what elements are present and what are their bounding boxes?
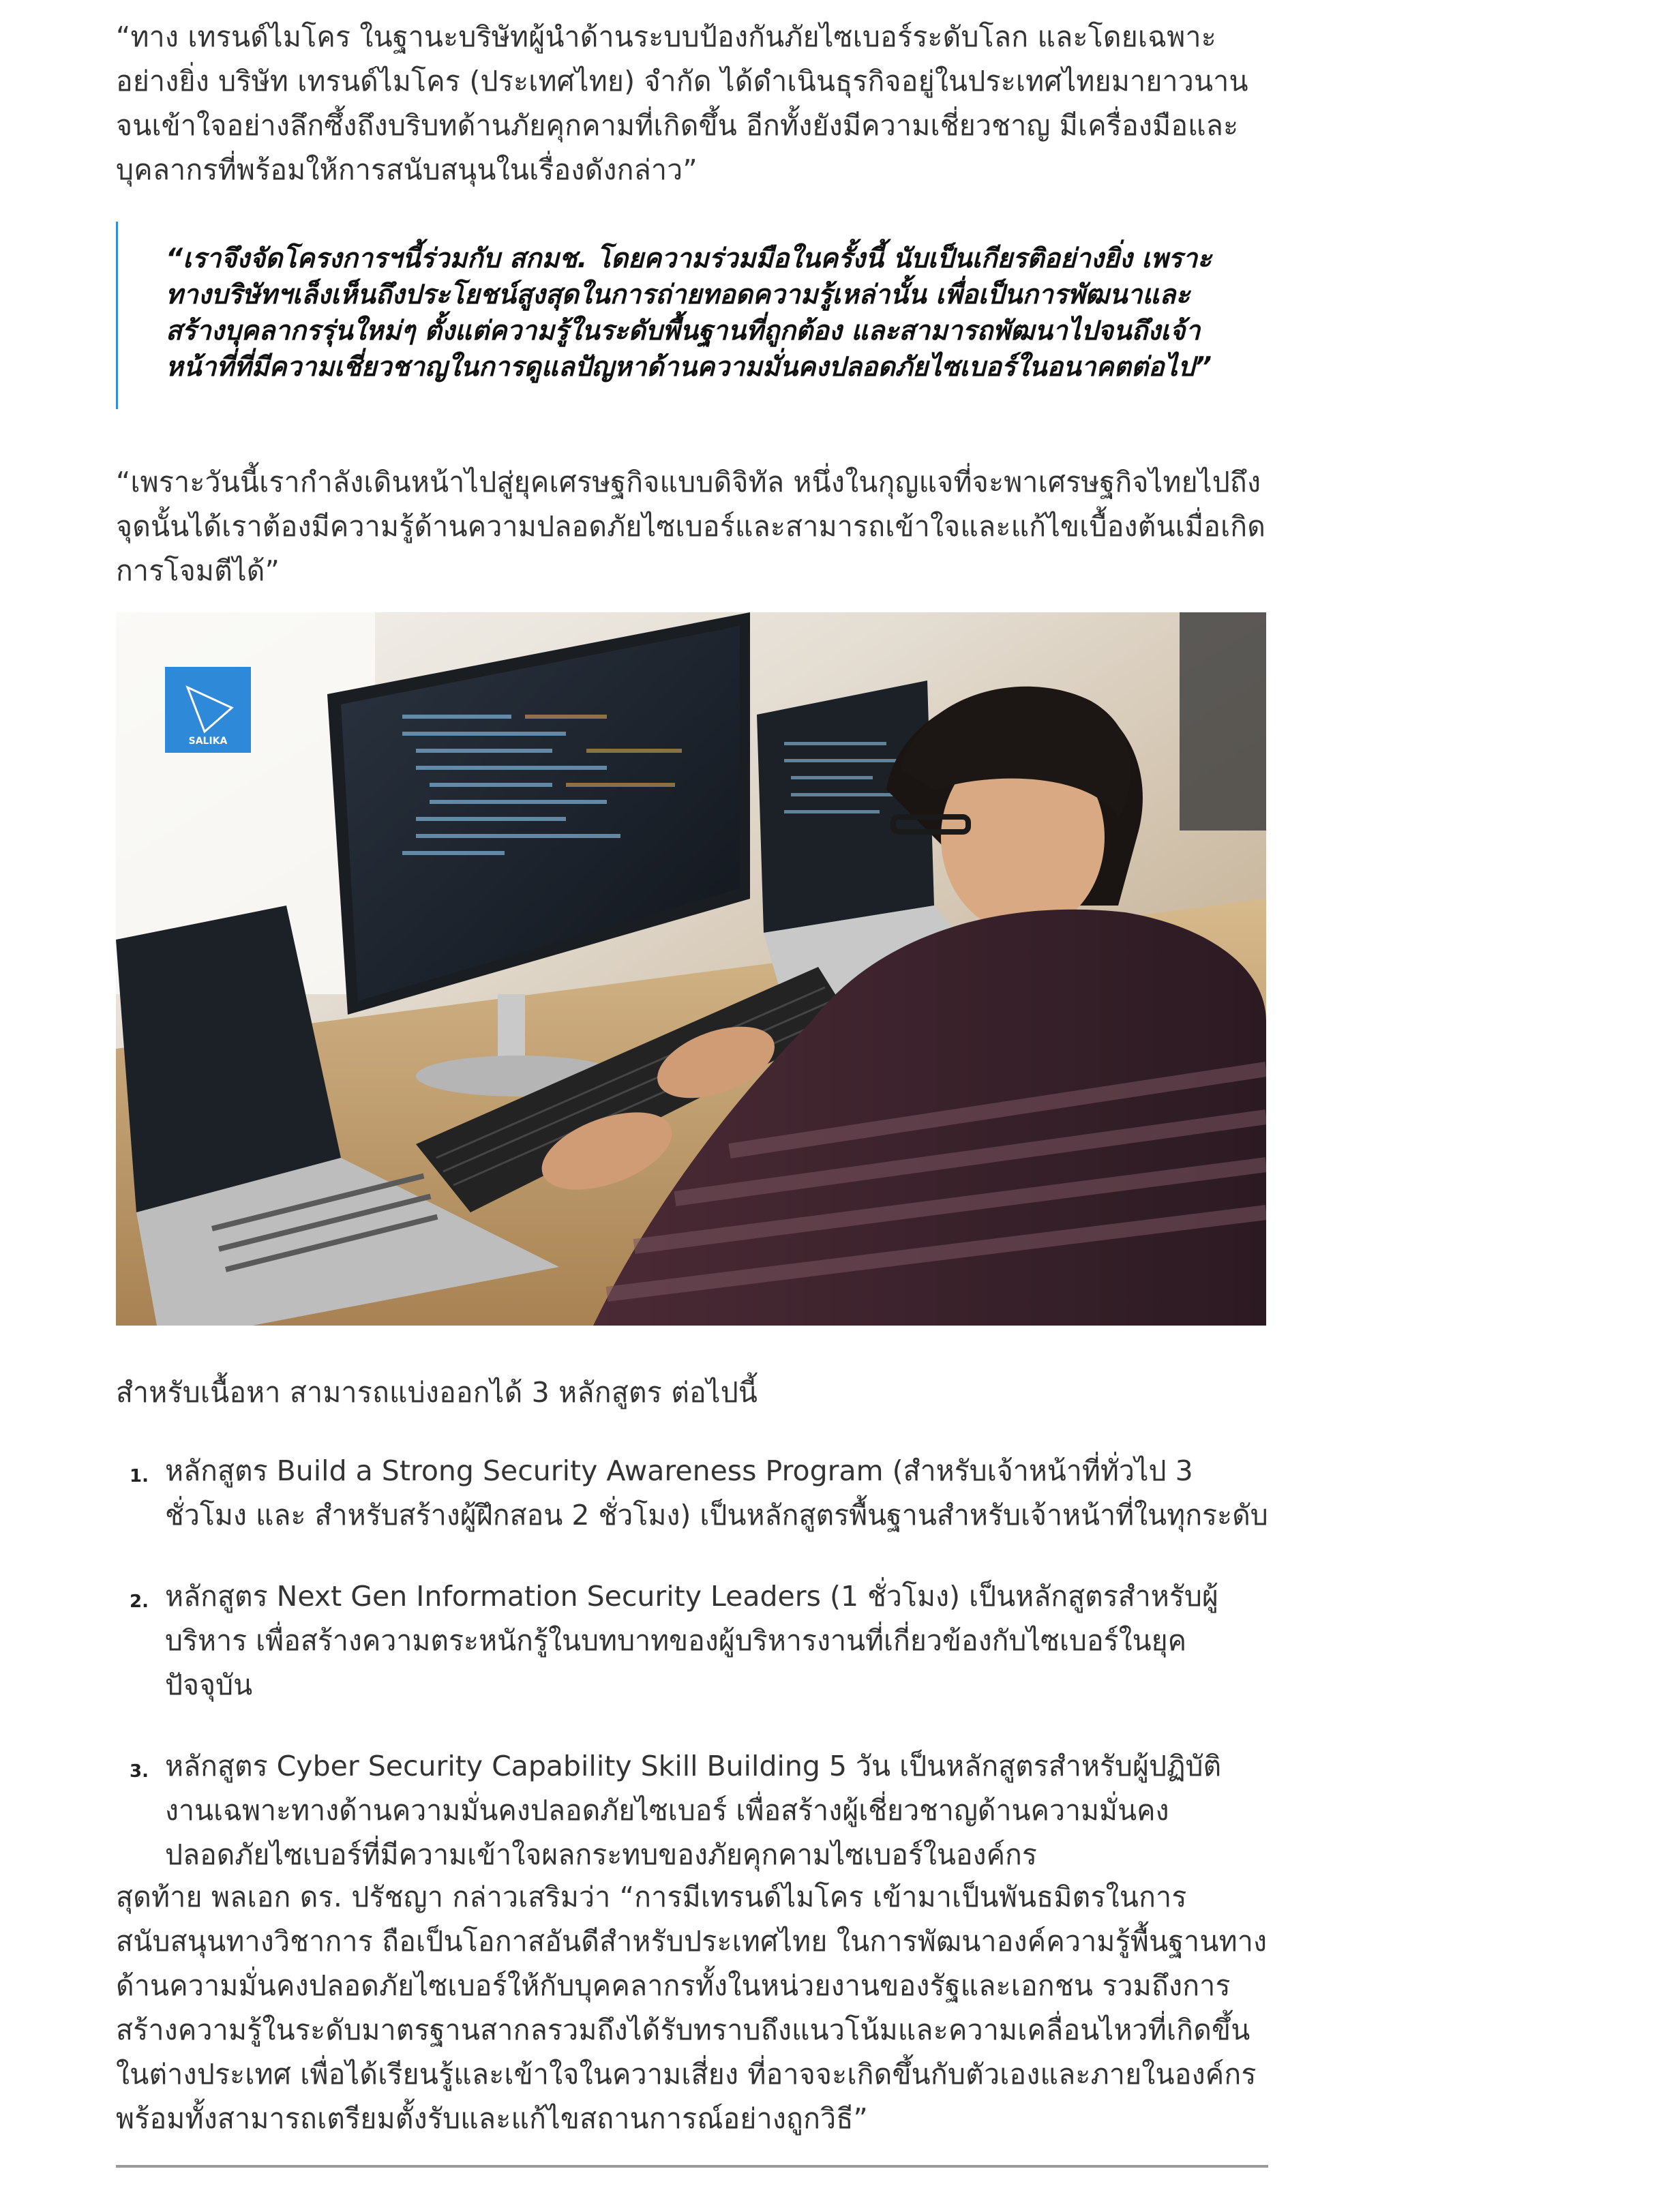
course-description: หลักสูตร Next Gen Information Security Leaders (1 ชั่วโมง) เป็นหลักสูตรสำหรับผู้บริหาร เพื่อสร้างความตระหนักรู้ในบทบาทของผู้บริหารงานที่เกี่ยวข้องกับไซเบอร์ในยุคปัจจุบัน: [165, 1580, 1218, 1701]
pull-quote-text: “เราจึงจัดโครงการฯนี้ร่วมกับ สกมช. โดยความร่วมมือในครั้งนี้ นับเป็นเกียรติอย่างยิ่ง เพราะทางบริษัทฯเล็งเห็นถึงประโยชน์สูงสุดในการถ่ายทอดความรู้เหล่านั้น เพื่อเป็นการพัฒนาและสร้างบุคลากรรุ่นใหม่ๆ ตั้งแต่ความรู้ในระดับพื้นฐานที่ถูกต้อง และสามารถพัฒนาไปจนถึงเจ้าหน้าที่ที่มีความเชี่ยวชาญในการดูแลปัญหาด้านความมั่นคงปลอดภัยไซเบอร์ในอนาคตต่อไป”: [166, 243, 1212, 383]
developer-photo-illustration: [116, 612, 1266, 1326]
paragraph-course-intro: สำหรับเนื้อหา สามารถแบ่งออกได้ 3 หลักสูตร ต่อไปนี้: [116, 1376, 758, 1409]
course-description: หลักสูตร Build a Strong Security Awareness Program (สำหรับเจ้าหน้าที่ทั่วไป 3 ชั่วโมง และ สำหรับสร้างผู้ฝึกสอน 2 ชั่วโมง) เป็นหลักสูตรพื้นฐานสำหรับเจ้าหน้าที่ในทุกระดับ: [165, 1454, 1268, 1531]
photo-logo-text: SALIKA: [188, 736, 228, 747]
divider: [116, 2165, 1268, 2168]
paragraph-digital-economy: “เพราะวันนี้เรากำลังเดินหน้าไปสู่ยุคเศรษฐกิจแบบดิจิทัล หนึ่งในกุญแจที่จะพาเศรษฐกิจไทยไปถึงจุดนั้นได้เราต้องมีความรู้ด้านความปลอดภัยไซเบอร์และสามารถเข้าใจและแก้ไขเบื้องต้นเมื่อเกิดการโจมตีได้”: [116, 466, 1266, 587]
paragraph-closing-statement: สุดท้าย พลเอก ดร. ปรัชญา กล่าวเสริมว่า “การมีเทรนด์ไมโคร เข้ามาเป็นพันธมิตรในการสนับสนุนทางวิชาการ ถือเป็นโอกาสอันดีสำหรับประเทศไทย ในการพัฒนาองค์ความรู้พื้นฐานทางด้านความมั่นคงปลอดภัยไซเบอร์ให้กับบุคคลากรทั้งในหน่วยงานของรัฐและเอกชน รวมถึงการสร้างความรู้ในระดับมาตรฐานสากลรวมถึงได้รับทราบถึงแนวโน้มและความเคลื่อนไหวที่เกิดขึ้นในต่างประเทศ เพื่อได้เรียนรู้และเข้าใจในความเสี่ยง ที่อาจจะเกิดขึ้นกับตัวเองและภายในองค์กร พร้อมทั้งสามารถเตรียมตั้งรับและแก้ไขสถานการณ์อย่างถูกวิธี”: [116, 1881, 1268, 2135]
list-number: 3.: [130, 1761, 149, 1782]
list-item: [130, 1574, 1268, 1707]
list-number: 2.: [130, 1591, 149, 1612]
list-number: 1.: [130, 1466, 149, 1486]
list-item: [130, 1744, 1268, 1877]
paragraph-trendmicro-intro: “ทาง เทรนด์ไมโคร ในฐานะบริษัทผู้นำด้านระบบป้องกันภัยไซเบอร์ระดับโลก และโดยเฉพาะอย่างยิ่ง บริษัท เทรนด์ไมโคร (ประเทศไทย) จำกัด ได้ดำเนินธุรกิจอยู่ในประเทศไทยมายาวนาน จนเข้าใจอย่างลึกซึ้งถึงบริบทด้านภัยคุกคามที่เกิดขึ้น อีกทั้งยังมีความเชี่ยวชาญ มีเครื่องมือและบุคลากรที่พร้อมให้การสนับสนุนในเรื่องดังกล่าว”: [116, 20, 1248, 186]
article-photo: [116, 612, 1266, 1326]
course-description: หลักสูตร Cyber Security Capability Skill Building 5 วัน เป็นหลักสูตรสำหรับผู้ปฏิบัติงานเฉพาะทางด้านความมั่นคงปลอดภัยไซเบอร์ เพื่อสร้างผู้เชี่ยวชาญด้านความมั่นคงปลอดภัยไซเบอร์ที่มีความเข้าใจผลกระทบของภัยคุกคามไซเบอร์ในองค์กร: [165, 1750, 1222, 1871]
pull-quote: [116, 222, 1268, 409]
list-item: [130, 1449, 1268, 1538]
course-list: [130, 1449, 1268, 1914]
